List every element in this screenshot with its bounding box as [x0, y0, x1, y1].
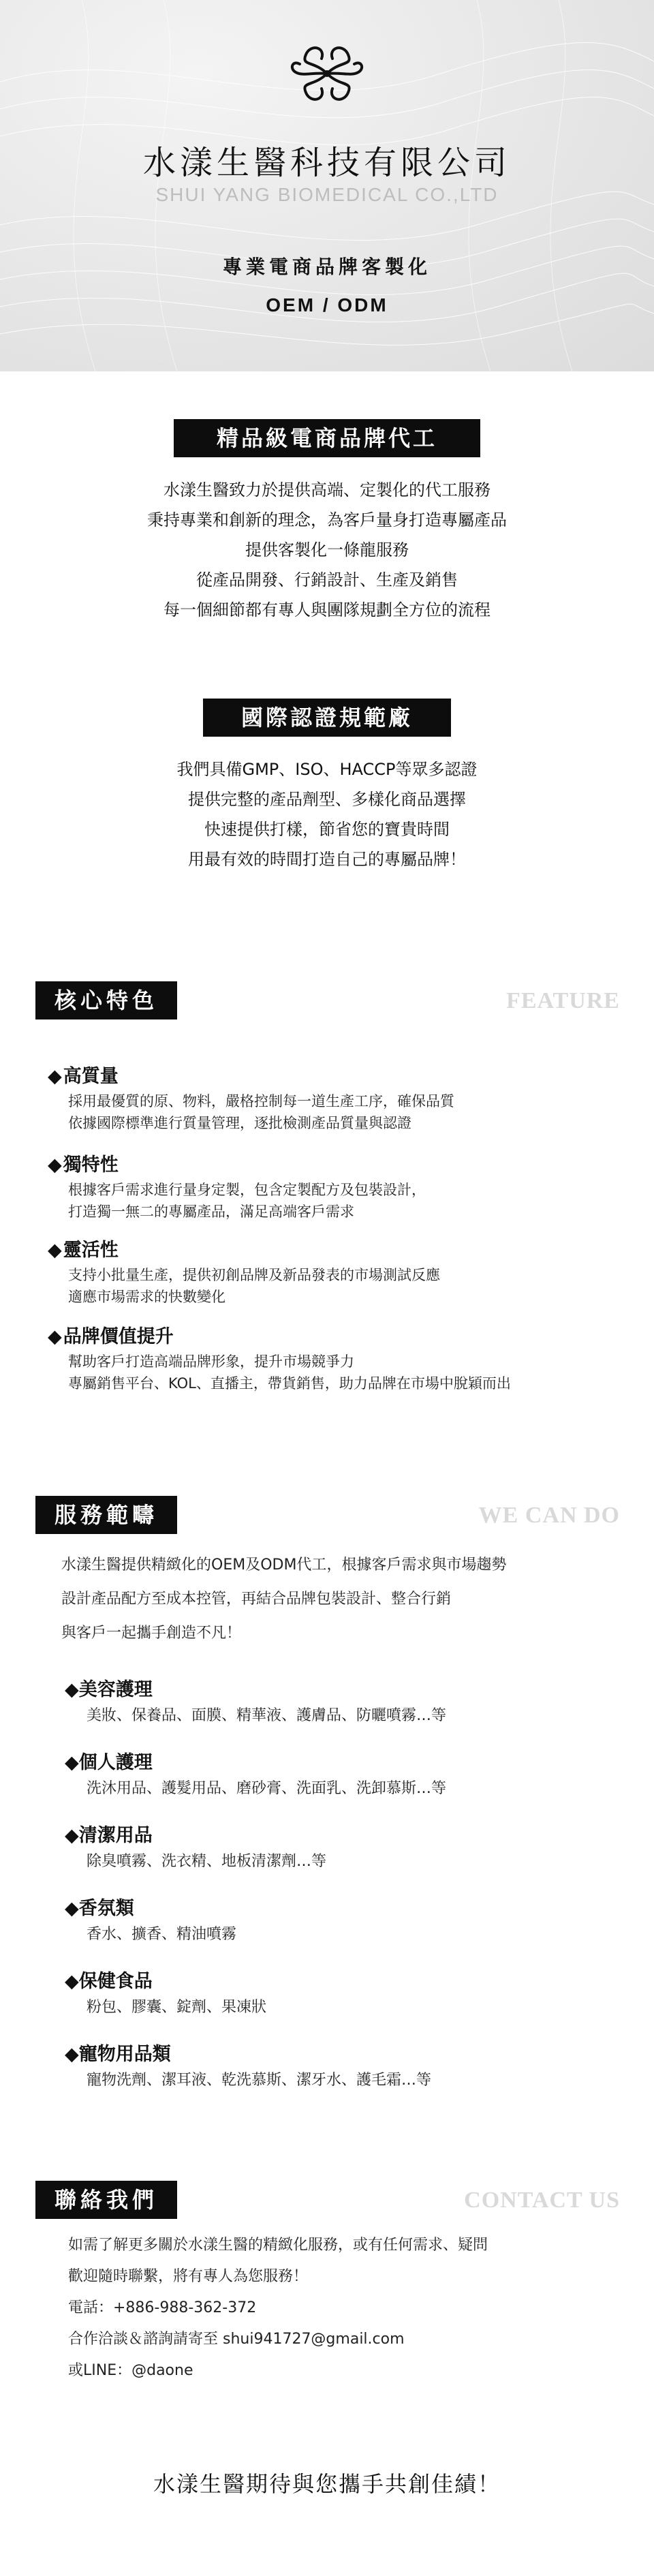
- service-title: ◆保健食品: [65, 1971, 153, 1992]
- services-section-english: WE CAN DO: [478, 1503, 620, 1528]
- premium-oem-title: 精品級電商品牌代工: [174, 419, 480, 457]
- feature-title: ◆高質量: [48, 1066, 119, 1087]
- text-line: 快速提供打樣，節省您的寶貴時間: [204, 820, 450, 839]
- feature-item: [48, 1152, 627, 1223]
- email-line[interactable]: 合作洽談＆諮詢請寄至 shui941727@gmail.com: [68, 2331, 405, 2348]
- contact-info: [68, 2230, 627, 2387]
- feature-item: [48, 1323, 627, 1394]
- text-line: 我們具備GMP、ISO、HACCP等眾多認證: [176, 760, 478, 779]
- contact-section-english: CONTACT US: [464, 2188, 620, 2213]
- text-line: 提供客製化一條龍服務: [245, 540, 409, 559]
- service-item: [65, 1968, 623, 2020]
- diamond-icon: ◆: [65, 1752, 79, 1773]
- line-id[interactable]: 或LINE：@daone: [68, 2362, 193, 2379]
- text-line: 水漾生醫提供精緻化的OEM及ODM代工，根據客戶需求與市場趨勢: [61, 1557, 507, 1574]
- diamond-icon: ◆: [48, 1154, 62, 1176]
- feature-title: ◆品牌價值提升: [48, 1326, 174, 1347]
- premium-oem-description: [0, 475, 654, 625]
- text-line: 提供完整的產品劑型、多樣化商品選擇: [188, 790, 466, 809]
- feature-item: [48, 1063, 627, 1134]
- text-line: 設計產品配方至成本控管，再結合品牌包裝設計、整合行銷: [61, 1591, 452, 1608]
- service-title: ◆清潔用品: [65, 1825, 153, 1846]
- feature-item: [48, 1237, 627, 1308]
- contact-line: 歡迎隨時聯繫，將有專人為您服務！: [68, 2268, 309, 2285]
- feature-line: 根據客戶需求進行量身定製，包含定製配方及包裝設計，: [68, 1182, 426, 1198]
- service-title: ◆美容護理: [65, 1679, 153, 1700]
- service-item: [65, 1676, 623, 1728]
- service-title: ◆寵物用品類: [65, 2044, 171, 2065]
- service-line: 寵物洗劑、潔耳液、乾洗慕斯、潔牙水、護毛霜…等: [87, 2072, 432, 2089]
- service-line: 除臭噴霧、洗衣精、地板清潔劑…等: [87, 1853, 327, 1870]
- feature-line: 專屬銷售平台、KOL、直播主，帶貨銷售，助力品牌在市場中脫穎而出: [68, 1375, 511, 1392]
- feature-line: 適應市場需求的快數變化: [68, 1289, 225, 1305]
- service-item: [65, 1749, 623, 1801]
- hero-subtitle: 專業電商品牌客製化: [222, 256, 431, 278]
- service-item: [65, 2041, 623, 2093]
- service-line: 洗沐用品、護髮用品、磨砂膏、洗面乳、洗卸慕斯…等: [87, 1780, 447, 1797]
- contact-line: 如需了解更多關於水漾生醫的精緻化服務，或有任何需求、疑問: [68, 2237, 488, 2254]
- service-item: [65, 1822, 623, 1874]
- hero-oem-odm: OEM / ODM: [266, 294, 388, 316]
- text-line: 水漾生醫致力於提供高端、定製化的代工服務: [164, 480, 490, 500]
- feature-line: 依據國際標準進行質量管理，逐批檢測產品質量與認證: [68, 1115, 411, 1131]
- service-line: 美妝、保養品、面膜、精華液、護膚品、防曬噴霧…等: [87, 1707, 447, 1724]
- text-line: 用最有效的時間打造自己的專屬品牌！: [188, 850, 466, 869]
- diamond-icon: ◆: [65, 1825, 79, 1846]
- certification-description: [0, 754, 654, 874]
- company-name-english: SHUI YANG BIOMEDICAL CO.,LTD: [155, 184, 499, 205]
- service-title: ◆個人護理: [65, 1752, 153, 1773]
- text-line: 每一個細節都有專人與團隊規劃全方位的流程: [164, 600, 490, 619]
- contact-section-title: 聯絡我們: [35, 2181, 177, 2219]
- diamond-icon: ◆: [48, 1326, 62, 1347]
- feature-line: 打造獨一無二的專屬產品，滿足高端客戶需求: [68, 1203, 354, 1220]
- diamond-icon: ◆: [65, 1898, 79, 1919]
- diamond-icon: ◆: [65, 1679, 79, 1700]
- feature-line: 幫助客戶打造高端品牌形象，提升市場競爭力: [68, 1353, 354, 1370]
- services-section-title: 服務範疇: [35, 1496, 177, 1534]
- hero-banner: [0, 0, 654, 371]
- certification-title: 國際認證規範廠: [203, 699, 451, 737]
- service-title: ◆香氛類: [65, 1898, 134, 1919]
- diamond-icon: ◆: [65, 2044, 79, 2065]
- diamond-icon: ◆: [65, 1971, 79, 1992]
- service-item: [65, 1895, 623, 1947]
- features-section-title: 核心特色: [35, 981, 177, 1019]
- closing-statement: 水漾生醫期待與您攜手共創佳績！: [153, 2471, 501, 2497]
- feature-title: ◆獨特性: [48, 1154, 119, 1176]
- company-name-chinese: 水漾生醫科技有限公司: [142, 144, 511, 182]
- features-section-english: FEATURE: [506, 988, 620, 1013]
- service-line: 粉包、膠囊、錠劑、果凍狀: [87, 1999, 267, 2016]
- diamond-icon: ◆: [48, 1066, 62, 1087]
- feature-line: 支持小批量生產，提供初創品牌及新品發表的市場測試反應: [68, 1267, 440, 1283]
- text-line: 從產品開發、行銷設計、生產及銷售: [196, 570, 458, 589]
- phone-number[interactable]: 電話：+886-988-362-372: [68, 2299, 257, 2316]
- text-line: 與客戶一起攜手創造不凡！: [61, 1625, 242, 1642]
- feature-title: ◆靈活性: [48, 1240, 119, 1261]
- services-intro: [61, 1548, 620, 1651]
- service-line: 香水、擴香、精油噴霧: [87, 1926, 237, 1943]
- diamond-icon: ◆: [48, 1240, 62, 1261]
- text-line: 秉持專業和創新的理念，為客戶量身打造專屬產品: [147, 510, 507, 530]
- feature-line: 採用最優質的原、物料，嚴格控制每一道生產工序，確保品質: [68, 1093, 454, 1109]
- brand-logo-icon: [272, 33, 382, 114]
